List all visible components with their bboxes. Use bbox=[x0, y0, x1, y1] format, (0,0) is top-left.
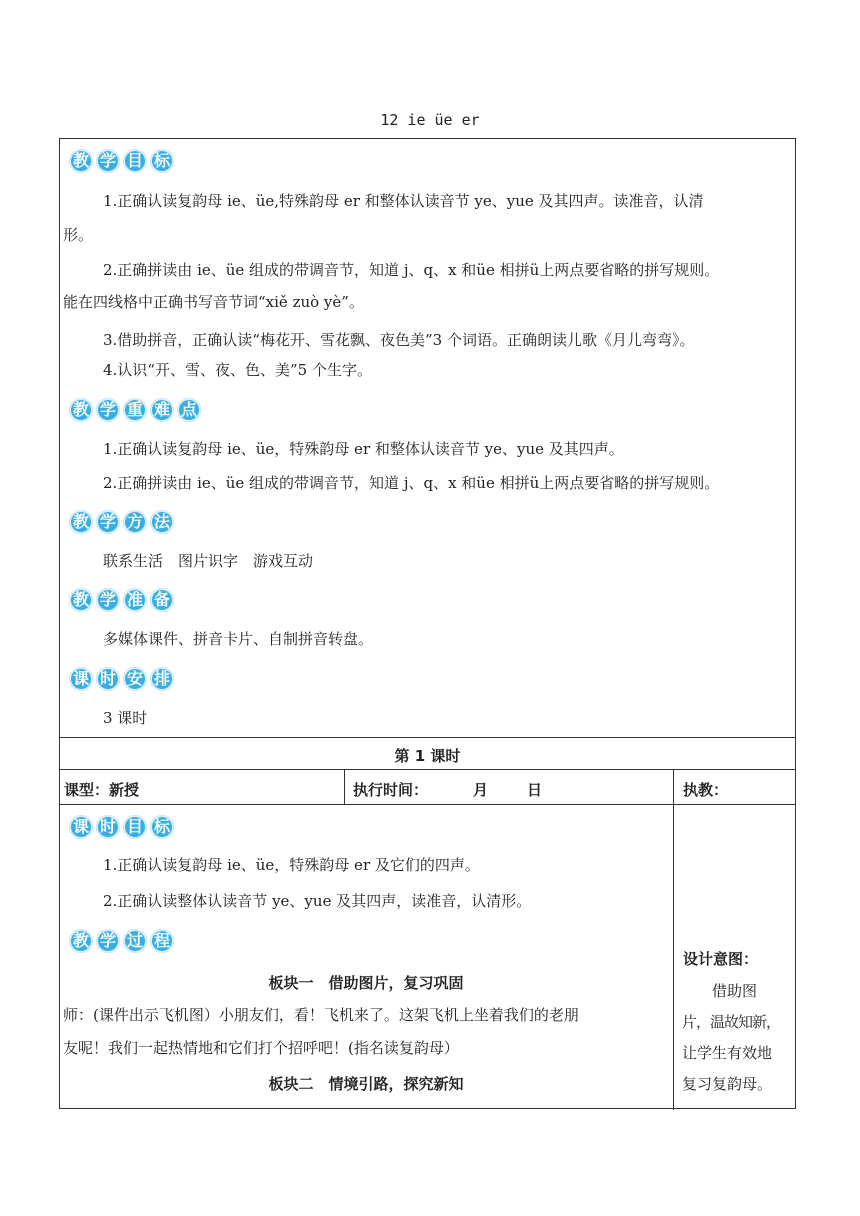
document-title: 12 ie üe er bbox=[380, 111, 480, 129]
heading-char: 学 bbox=[96, 588, 120, 612]
heading-char: 标 bbox=[150, 149, 174, 173]
block1-text: 师：(课件出示飞机图）小朋友们，看！飞机来了。这架飞机上坐着我们的老朋 bbox=[63, 1006, 579, 1024]
schedule-text: 3 课时 bbox=[103, 709, 148, 727]
execution-time-label: 执行时间： bbox=[353, 781, 429, 799]
block1-text: 友呢！我们一起热情地和它们打个招呼吧！(指名读复韵母） bbox=[63, 1039, 459, 1057]
schedule-heading bbox=[69, 667, 174, 691]
key-point-item: 1.正确认读复韵母 ie、üe，特殊韵母 er 和整体认读音节 ye、yue 及其四声。 bbox=[103, 440, 624, 458]
process-heading bbox=[69, 929, 174, 953]
block2-title: 板块二 情境引路，探究新知 bbox=[268, 1075, 464, 1093]
heading-char: 学 bbox=[96, 398, 120, 422]
heading-char: 程 bbox=[150, 929, 174, 953]
heading-char: 过 bbox=[123, 929, 147, 953]
lesson-plan-table bbox=[59, 138, 796, 1109]
heading-char: 学 bbox=[96, 510, 120, 534]
heading-char: 时 bbox=[96, 815, 120, 839]
preparation-text: 多媒体课件、拼音卡片、自制拼音转盘。 bbox=[103, 630, 374, 648]
methods-heading bbox=[69, 510, 174, 534]
design-intent-line: 借助图 bbox=[712, 982, 758, 1000]
heading-char: 目 bbox=[123, 815, 147, 839]
heading-char: 课 bbox=[69, 815, 93, 839]
objective-item: 4.认识“开、雪、夜、色、美”5 个生字。 bbox=[103, 361, 372, 379]
key-point-item: 2.正确拼读由 ie、üe 组成的带调音节，知道 j、q、x 和üe 相拼ü上两点要省略的拼写规则。 bbox=[103, 474, 720, 492]
heading-char: 目 bbox=[123, 149, 147, 173]
lesson-type: 课型：新授 bbox=[64, 781, 140, 799]
row-divider bbox=[60, 737, 795, 738]
preparation-heading bbox=[69, 588, 174, 612]
objective-item: 能在四线格中正确书写音节词“xiě zuò yè”。 bbox=[63, 293, 364, 311]
heading-char: 难 bbox=[150, 398, 174, 422]
heading-char: 法 bbox=[150, 510, 174, 534]
col-divider bbox=[673, 769, 674, 1110]
objective-item: 1.正确认读复韵母 ie、üe,特殊韵母 er 和整体认读音节 ye、yue 及其四声。读准音，认清 bbox=[103, 192, 704, 210]
lesson-goal-item: 2.正确认读整体认读音节 ye、yue 及其四声，读准音，认清形。 bbox=[103, 892, 532, 910]
row-divider bbox=[60, 769, 795, 770]
month-label: 月 bbox=[473, 781, 489, 799]
heading-char: 教 bbox=[69, 929, 93, 953]
heading-char: 教 bbox=[69, 149, 93, 173]
block1-title: 板块一 借助图片，复习巩固 bbox=[268, 974, 464, 992]
heading-char: 准 bbox=[123, 588, 147, 612]
heading-char: 备 bbox=[150, 588, 174, 612]
objective-item: 2.正确拼读由 ie、üe 组成的带调音节，知道 j、q、x 和üe 相拼ü上两点要省略的拼写规则。 bbox=[103, 261, 720, 279]
heading-char: 排 bbox=[150, 667, 174, 691]
day-label: 日 bbox=[527, 781, 543, 799]
heading-char: 方 bbox=[123, 510, 147, 534]
heading-char: 教 bbox=[69, 398, 93, 422]
design-intent-line: 片，温故知新， bbox=[682, 1013, 781, 1031]
row-divider bbox=[60, 804, 795, 805]
objective-item: 3.借助拼音，正确认读“梅花开、雪花飘、夜色美”3 个词语。正确朗读儿歌《月儿弯弯》。 bbox=[103, 331, 695, 349]
heading-char: 点 bbox=[177, 398, 201, 422]
heading-char: 学 bbox=[96, 149, 120, 173]
heading-char: 安 bbox=[123, 667, 147, 691]
heading-char: 教 bbox=[69, 588, 93, 612]
heading-char: 重 bbox=[123, 398, 147, 422]
lesson-goals-heading bbox=[69, 815, 174, 839]
col-divider bbox=[344, 769, 345, 804]
objectives-heading bbox=[69, 149, 174, 173]
design-intent-label: 设计意图： bbox=[683, 950, 759, 968]
key-points-heading bbox=[69, 398, 201, 422]
heading-char: 学 bbox=[96, 929, 120, 953]
objective-item: 形。 bbox=[63, 226, 94, 244]
lesson-goal-item: 1.正确认读复韵母 ie、üe，特殊韵母 er 及它们的四声。 bbox=[103, 856, 480, 874]
heading-char: 教 bbox=[69, 510, 93, 534]
methods-text: 联系生活 图片识字 游戏互动 bbox=[103, 552, 314, 570]
lesson-title: 第 1 课时 bbox=[394, 747, 461, 765]
design-intent-line: 复习复韵母。 bbox=[682, 1075, 773, 1093]
heading-char: 时 bbox=[96, 667, 120, 691]
teacher-label: 执教： bbox=[683, 781, 729, 799]
heading-char: 标 bbox=[150, 815, 174, 839]
design-intent-line: 让学生有效地 bbox=[682, 1044, 773, 1062]
heading-char: 课 bbox=[69, 667, 93, 691]
